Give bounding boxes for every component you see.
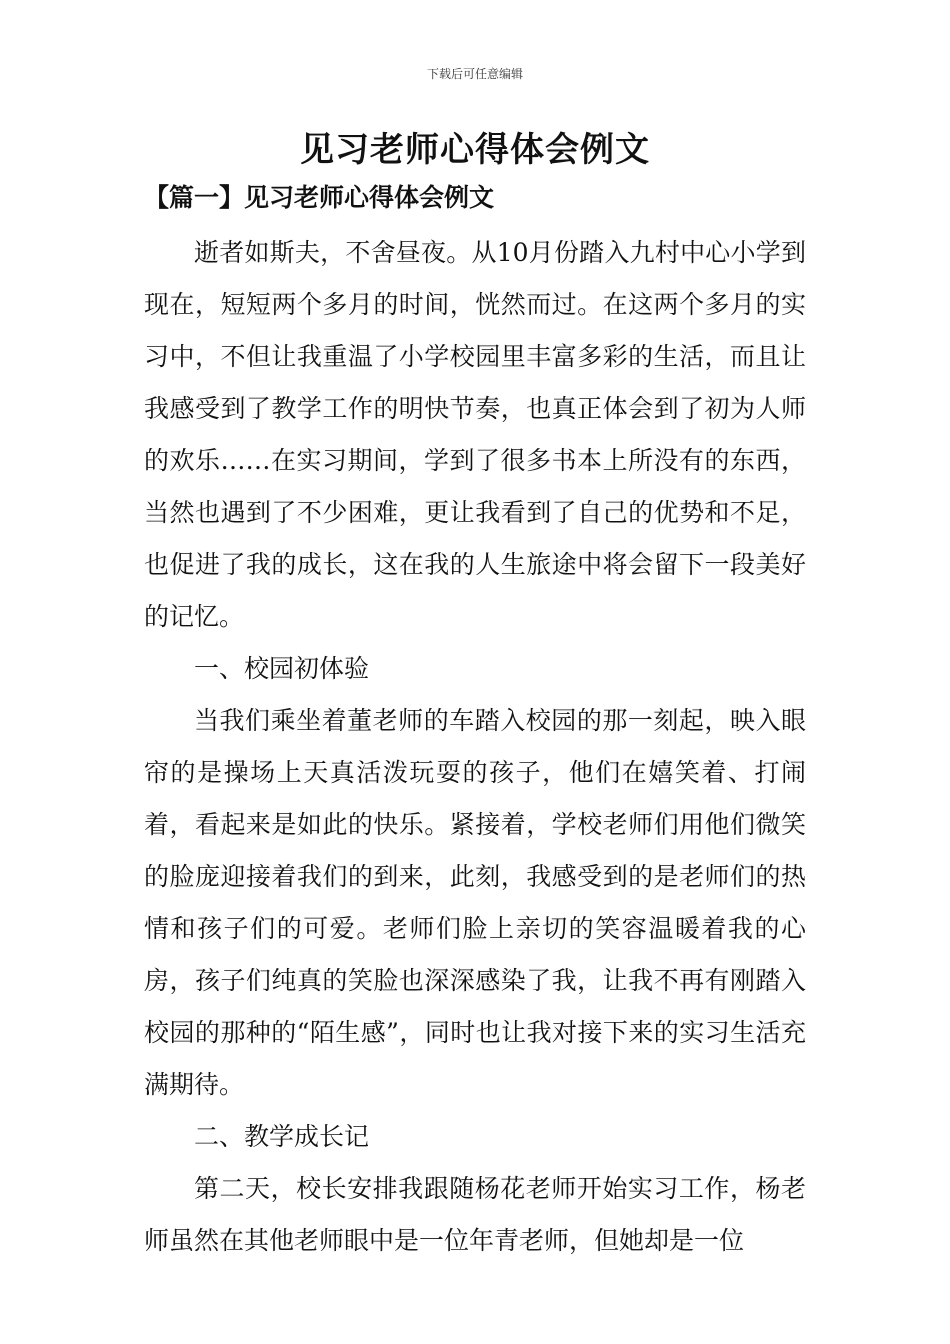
section-heading-teaching: 二、教学成长记 bbox=[194, 1122, 370, 1151]
section-heading-campus: 一、校园初体验 bbox=[194, 654, 370, 683]
header-note: 下载后可任意编辑 bbox=[426, 67, 523, 81]
section-subtitle: 【篇一】见习老师心得体会例文 bbox=[144, 183, 495, 212]
paragraph-intro: 逝者如斯夫，不舍昼夜。从10月份踏入九村中心小学到现在，短短两个多月的时间，恍然而过。在这两个多月的实习中，不但让我重温了小学校园里丰富多彩的生活，而且让我感受到了教学工作的明快节奏，也真正体会到了初为人师的欢乐……在实习期间，学到了很多书本上所没有的东西，当然也遇到了不少困难，更让我看到了自己的优势和不足，也促进了我的成长，这在我的人生旅途中将会留下一段美好的记忆。 bbox=[144, 238, 806, 631]
document-body bbox=[144, 227, 806, 1267]
paragraph-teaching: 第二天，校长安排我跟随杨花老师开始实习工作，杨老师虽然在其他老师眼中是一位年青老师，但她却是一位 bbox=[144, 1174, 806, 1255]
document-title: 见习老师心得体会例文 bbox=[300, 130, 650, 170]
paragraph-campus: 当我们乘坐着董老师的车踏入校园的那一刻起，映入眼帘的是操场上天真活泼玩耍的孩子，他们在嬉笑着、打闹着，看起来是如此的快乐。紧接着，学校老师们用他们微笑的脸庞迎接着我们的到来，此刻，我感受到的是老师们的热情和孩子们的可爱。老师们脸上亲切的笑容温暖着我的心房，孩子们纯真的笑脸也深深感染了我，让我不再有刚踏入校园的那种的“陌生感”，同时也让我对接下来的实习生活充满期待。 bbox=[144, 706, 806, 1099]
